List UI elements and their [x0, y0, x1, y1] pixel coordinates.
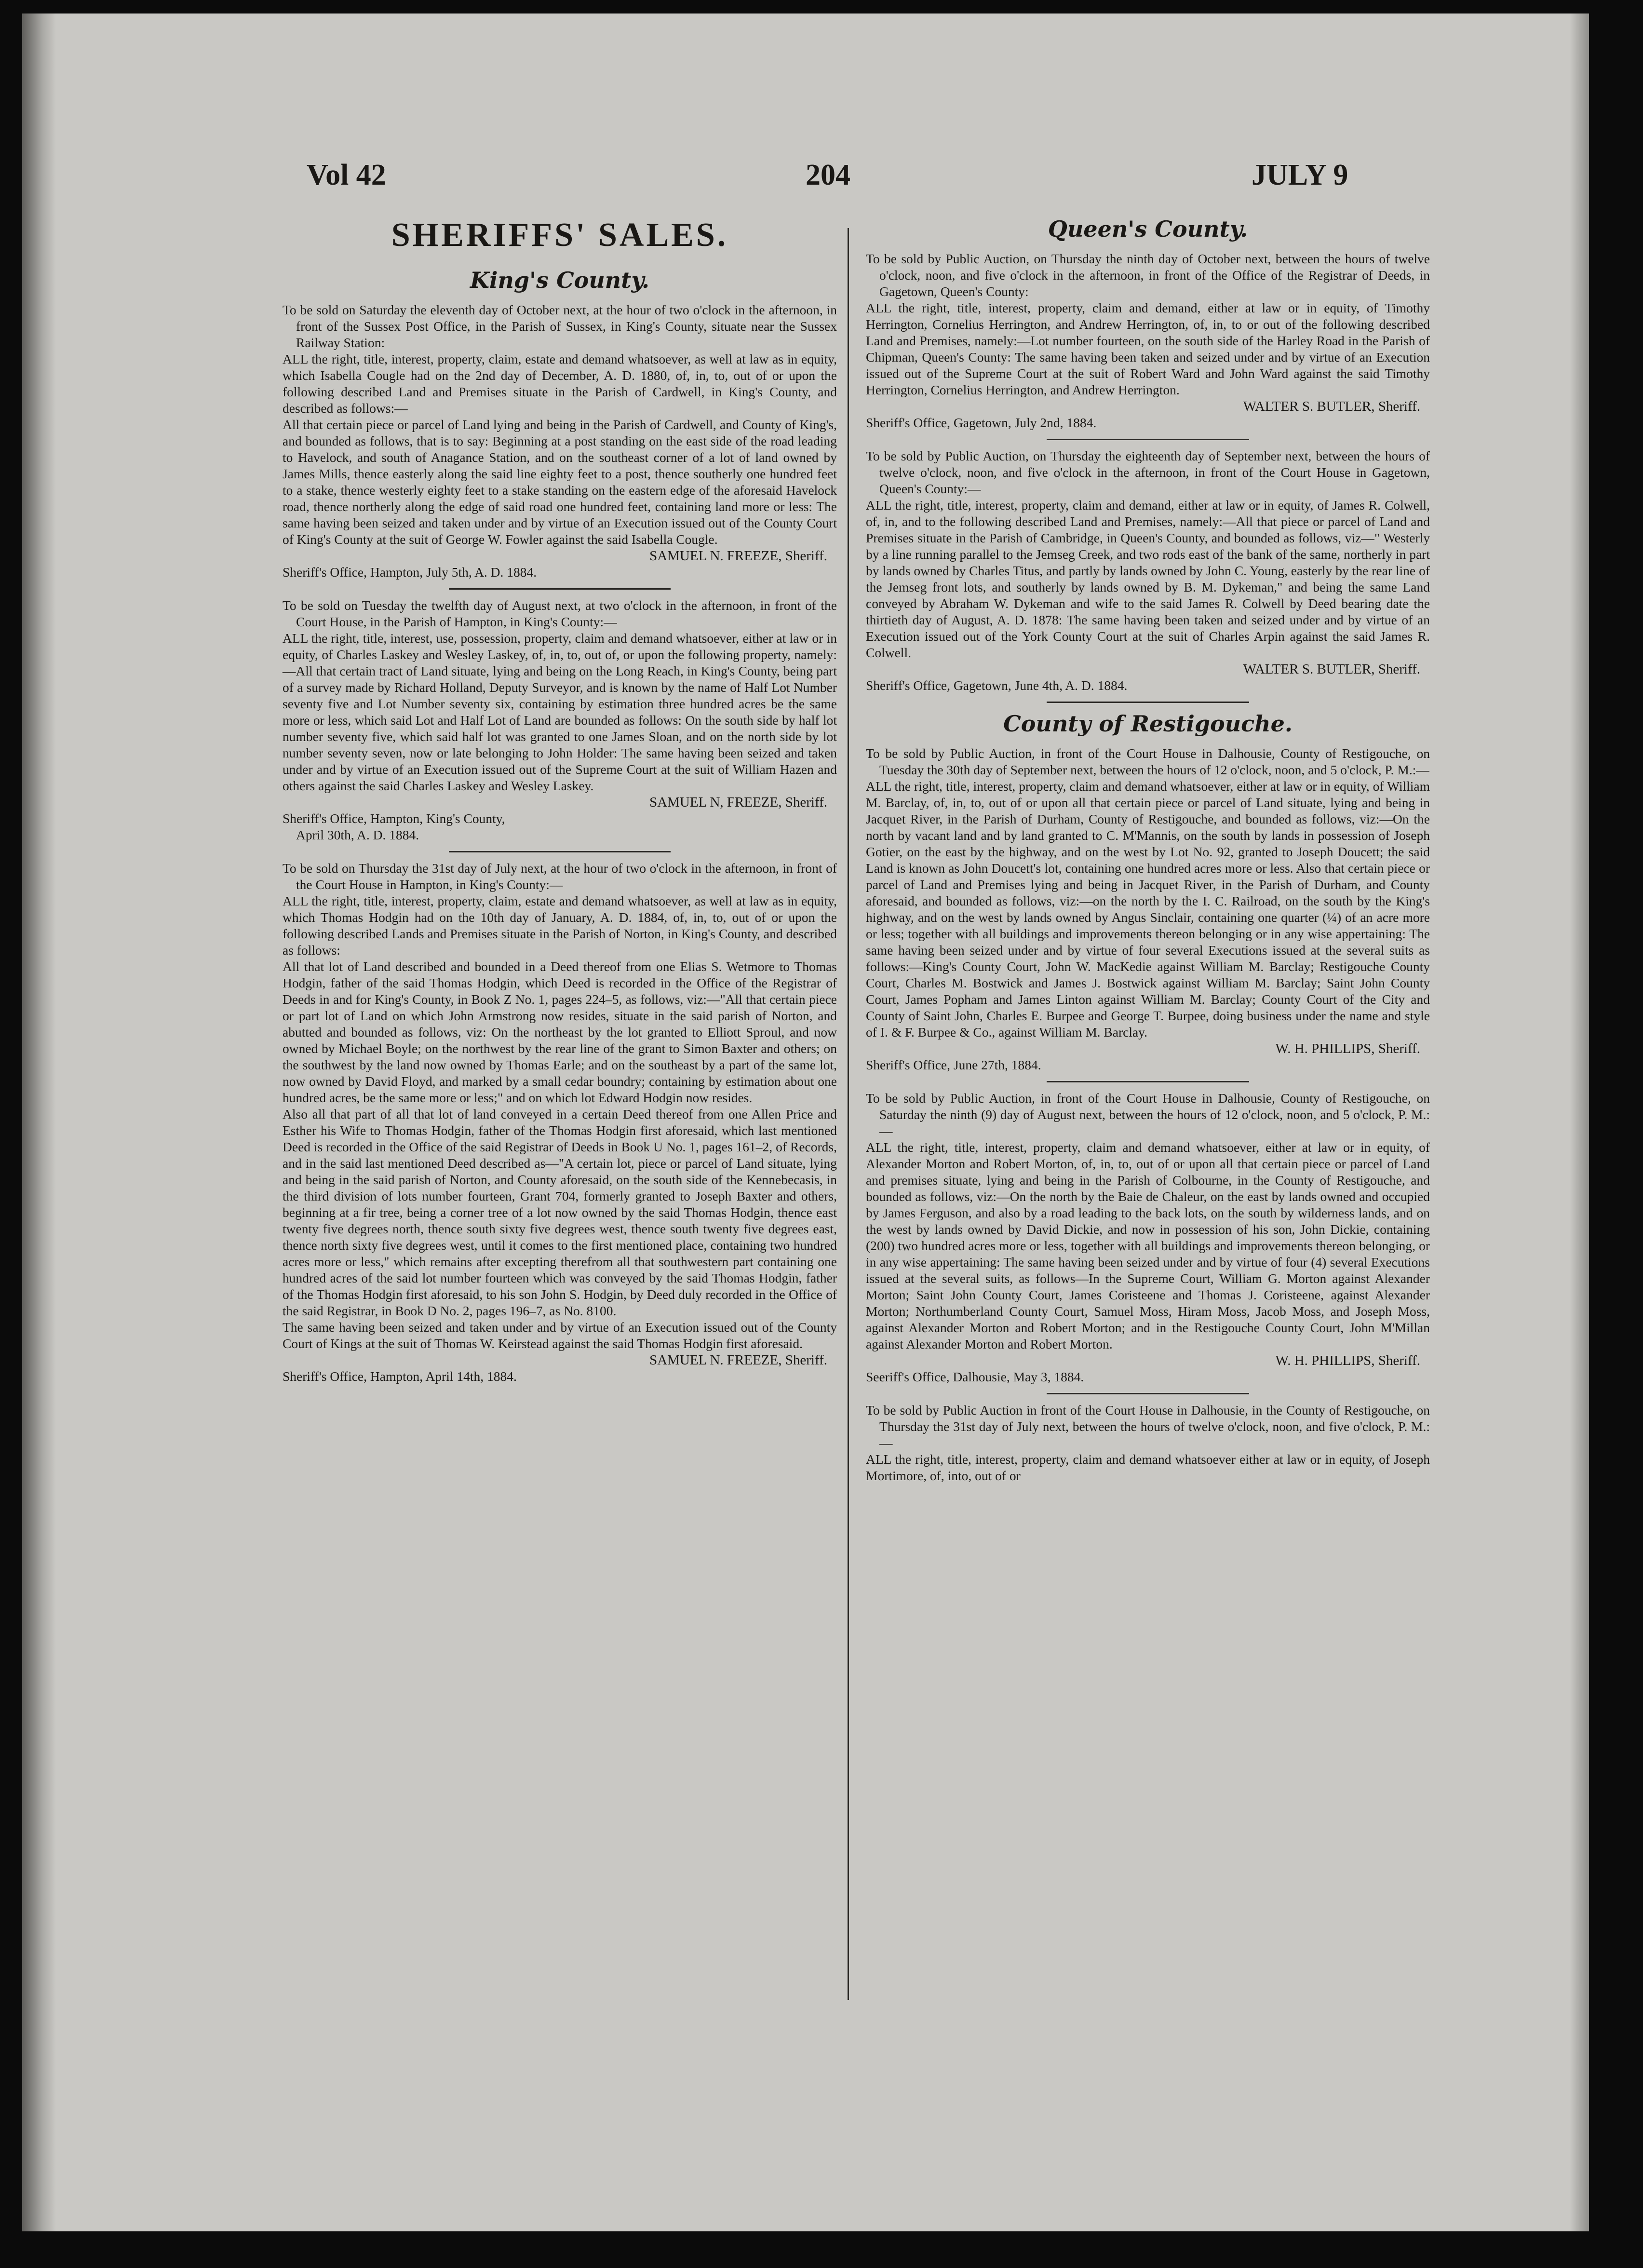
notice-body: ALL the right, title, interest, property, claim and demand, either at law or in equity, of Timothy Herrington, Cornelius Herrington, and Andrew Herrington, of, in, to or out of the following described Land and Premises, namely:—Lot number fourteen, on the south side of the Harley Road in the Parish of Chipman, Queen's County: The same having been taken and seized under and by virtue of an Execution issued out of the Supreme Court at the suit of Robert Ward and John Ward against the said Timothy Herrington, Cornelius Herrington, and Andrew Herrington. — [866, 300, 1430, 397]
county-heading-queens: Queen's County. — [1048, 216, 1248, 242]
notice-intro: To be sold by Public Auction, in front of the Court House in Dalhousie, County of Restigouche, on Tuesday the 30th day of September next, between the hours of 12 o'clock, noon, and 5 o'clock, P. M.:— — [866, 746, 1430, 777]
notice-body: ALL the right, title, interest, property, claim and demand whatsoever, either at law or in equity, of Alexander Morton and Robert Morton, of, in, to, out of or upon all that certain piece or parcel of Land and premises situate, lying and being in the Parish of Colbourne, in the County of Restigouche, and bounded as follows, viz:—On the north by the Baie de Chaleur, on the east by lands owned and occupied by James Ferguson, and also by a road leading to the back lots, on the south by wilderness lands, and on the west by lands owned by David Dickie, and now in possession of his son, John Dickie, containing (200) two hundred acres more or less, together with all buildings and improvements thereon belonging, or in any wise appertaining: The same having been seized under and by virtue of four (4) several Executions issued at the several suits, as follows—In the Supreme Court, William G. Morton against Alexander Morton; Saint John County Court, James Coristeene and Thomas J. Coristeene, against Alexander Morton; Northumberland County Court, Samuel Moss, Hiram Moss, Jacob Moss, and Joseph Moss, against Alexander Morton and Robert Morton; and in the Restigouche County Court, John M'Millan against Alexander Morton and Robert Morton. — [866, 1140, 1430, 1351]
sheriff-signature: W. H. PHILLIPS, Sheriff. — [1275, 1041, 1420, 1056]
notice-body: All that certain piece or parcel of Land lying and being in the Parish of Cardwell, and County of King's, and bounded as follows, that is to say: Beginning at a post standing on the east side of the road leading to Havelock, and south of Anagance Station, and on the southeast corner of a lot of land owned by James Mills, thence easterly along the said line eighty feet to a post, thence southerly one hundred feet to a stake, thence westerly eighty feet to a stake standing on the eastern edge of the aforesaid Havelock road, thence northerly along the edge of said road one hundred feet, containing land more or less: The same having been seized and taken under and by virtue of an Execution issued out of the County Court of King's County at the suit of George W. Fowler against the said Isabella Cougle. — [283, 417, 837, 547]
sheriff-office-date: Sheriff's Office, Hampton, April 14th, 1884. — [283, 1369, 517, 1384]
sheriff-office-date: Sheriff's Office, Gagetown, July 2nd, 1884. — [866, 415, 1097, 430]
notice-intro: To be sold on Saturday the eleventh day of October next, at the hour of two o'clock in the afternoon, in front of the Sussex Post Office, in the Parish of Sussex, in King's County, situate near the Sussex Railway Station: — [283, 302, 837, 350]
sale-notice — [866, 251, 1430, 431]
sheriff-signature: SAMUEL N. FREEZE, Sheriff. — [649, 548, 827, 564]
sheriff-signature: SAMUEL N, FREEZE, Sheriff. — [649, 795, 827, 810]
sheriff-office-date: Sheriff's Office, Gagetown, June 4th, A. D. 1884. — [866, 678, 1128, 693]
notice-body: ALL the right, title, interest, property, claim and demand whatsoever either at law or in equity, of Joseph Mortimore, of, into, out of or — [866, 1452, 1430, 1483]
notice-separator — [1047, 1081, 1249, 1082]
sale-notice — [283, 302, 837, 580]
sheriff-office-date: Sheriff's Office, Hampton, July 5th, A. D. 1884. — [283, 565, 537, 580]
issue-date: JULY 9 — [1252, 159, 1348, 191]
sale-notice — [866, 745, 1430, 1073]
page-edge-shadow — [1570, 14, 1589, 2231]
notice-separator — [449, 851, 671, 852]
sheriff-office-date: Sheriff's Office, Hampton, King's County, — [283, 811, 505, 826]
sale-notice — [866, 1090, 1430, 1385]
notice-intro: To be sold by Public Auction in front of the Court House in Dalhousie, in the County of Restigouche, on Thursday the 31st day of July next, between the hours of twelve o'clock, noon, and five o'clock, P. M.:— — [866, 1403, 1430, 1450]
notice-intro: To be sold by Public Auction, on Thursday the eighteenth day of September next, between the hours of twelve o'clock, noon, and five o'clock in the afternoon, in front of the Court House in Gagetown, Queen's County:— — [866, 448, 1430, 496]
notice-separator — [1047, 702, 1249, 703]
section-title: SHERIFFS' SALES. — [391, 216, 728, 254]
sheriff-signature: W. H. PHILLIPS, Sheriff. — [1275, 1353, 1420, 1368]
notice-body: ALL the right, title, interest, property, claim, estate and demand whatsoever, as well at law as in equity, which Thomas Hodgin had on the 10th day of January, A. D. 1884, of, in, to, out of or upon the following described Lands and Premises situate in the Parish of Norton, in King's County, and described as follows: — [283, 893, 837, 958]
notice-body: ALL the right, title, interest, property, claim, estate and demand whatsoever, as well at law as in equity, which Isabella Cougle had on the 2nd day of December, A. D. 1880, of, in, to, out of or upon the following described Land and Premises situate in the Parish of Cardwell, in King's County, and described as follows:— — [283, 351, 837, 416]
notice-body: All that lot of Land described and bounded in a Deed thereof from one Elias S. Wetmore to Thomas Hodgin, father of the said Thomas Hodgin, which Deed is recorded in the Office of the Registrar of Deeds in and for King's County, in Book Z No. 1, pages 224–5, as follows, viz:—"All that certain piece or part lot of Land on which John Armstrong now resides, situate in the said parish of Norton, and abutted and bounded as follows, viz: On the northeast by the lot granted to Elliott Sproul, and now owned by Michael Boyle; on the northwest by the rear line of the grant to Simon Baxter and others; on the southwest by the land now owned by Thomas Earle; and on the southeast by a part of the same lot, now owned by David Floyd, and marked by a small cedar boundry; containing by estimation about one hundred acres, be the same more or less;" and on which lot Edward Hodgin now resides. — [283, 959, 837, 1105]
page-number: 204 — [806, 159, 850, 191]
sheriff-office-date: April 30th, A. D. 1884. — [296, 827, 419, 842]
left-column — [283, 216, 837, 1389]
page-binding-shadow — [22, 14, 56, 2231]
notice-intro: To be sold by Public Auction, in front of the Court House in Dalhousie, County of Restigouche, on Saturday the ninth (9) day of August next, between the hours of 12 o'clock, noon, and 5 o'clock, P. M.:— — [866, 1091, 1430, 1138]
notice-body: Also all that part of all that lot of land conveyed in a certain Deed thereof from one Allen Price and Esther his Wife to Thomas Hodgin, father of the Thomas Hodgin first aforesaid, which last mentioned Deed is recorded in the Office of the said Registrar of Deeds in Book U No. 1, pages 161–2, of Records, and in the said last mentioned Deed described as—"A certain lot, piece or parcel of Land situate, lying and being in the said parish of Norton, and County aforesaid, on the south side of the Kennebecasis, in the third division of lots number fourteen, Grant 704, formerly granted to Joseph Baxter and others, beginning at a fir tree, being a corner tree of a lot now owned by the said Thomas Hodgin, thence east twenty five degrees north, thence south sixty five degrees west, thence south twenty five degrees east, thence north sixty five degrees west, until it comes to the first mentioned place, containing two hundred acres more or less," which remains after excepting therefrom all that southwestern part containing one hundred acres of the said lot number fourteen which was conveyed by the said Thomas Hodgin, father of the Thomas Hodgin first aforesaid, to his son John S. Hodgin, by Deed duly recorded in the Office of the said Registrar, in Book D No. 2, pages 196–7, as No. 8100. — [283, 1107, 837, 1318]
sale-notice — [866, 1402, 1430, 1484]
sheriff-office-date: Sheriff's Office, June 27th, 1884. — [866, 1057, 1041, 1072]
notice-body: ALL the right, title, interest, use, possession, property, claim and demand whatsoever, either at law or in equity, of Charles Laskey and Wesley Laskey, of, in, to, out of, or upon the following property, namely:—All that certain tract of Land situate, lying and being on the Long Reach, in King's County, being part of a survey made by Richard Holland, Deputy Surveyor, and is known by the name of Half Lot Number seventy five and Lot Number seventy six, containing by estimation three hundred acres be the same more or less, which said Lot and Half Lot of Land are bounded as follows: On the south side by half lot number seventy five, which said half lot was granted to one James Sloan, and on the north side by lot number seventy seven, now or late belonging to John Holder: The same having been seized and taken under and by virtue of an Execution issued out of the Supreme Court at the suit of William Hazen and others against the said Charles Laskey and Wesley Laskey. — [283, 631, 837, 793]
column-divider — [848, 228, 849, 2000]
sheriff-office-date: Seeriff's Office, Dalhousie, May 3, 1884. — [866, 1369, 1084, 1384]
notice-body: ALL the right, title, interest, property, claim and demand whatsoever, either at law or in equity, of William M. Barclay, of, in, to, out of or upon all that certain piece or parcel of Land situate, lying and being in Jacquet River, in the Parish of Durham, County of Restigouche, and bounded as follows, viz:—On the north by vacant land and by land granted to C. M'Mannis, on the south by lands in possession of Joseph Gotier, on the east by the highway, and on the west by Lot No. 92, granted to Joseph Doucett; the said Land is known as John Doucett's lot, containing one hundred acres more or less. Also that certain piece or parcel of Land and Premises lying and being in Jacquet River, in the Parish of Durham, and County aforesaid, and bounded as follows, viz:—on the north by the I. C. Railroad, on the south by the King's highway, and on the west by lands owned by Angus Sinclair, containing one quarter (¼) of an acre more or less; together with all buildings and improvements thereon belonging or in any wise appertaining: The same having been seized under and by virtue of four several Executions issued at the several suits as follows:—King's County Court, John W. MacKedie against William M. Barclay; Restigouche County Court, Charles M. Bostwick and James J. Bostwick against William M. Barclay; Saint John County Court, James Popham and James Linton against William M. Barclay; County Court of the City and County of Saint John, Charles E. Burpee and George T. Burpee, doing business under the name and style of I. & F. Burpee & Co., against William M. Barclay. — [866, 779, 1430, 1040]
sheriff-signature: SAMUEL N. FREEZE, Sheriff. — [649, 1352, 827, 1368]
notice-separator — [1047, 439, 1249, 440]
volume-number: Vol 42 — [307, 159, 386, 191]
county-heading-kings: King's County. — [470, 267, 649, 293]
newspaper-page — [22, 14, 1589, 2231]
sale-notice — [283, 597, 837, 843]
right-column — [866, 216, 1430, 1488]
sheriff-signature: WALTER S. BUTLER, Sheriff. — [1243, 662, 1420, 677]
notice-intro: To be sold by Public Auction, on Thursday the ninth day of October next, between the hours of twelve o'clock, noon, and five o'clock in the afternoon, in front of the Office of the Registrar of Deeds, in Gagetown, Queen's County: — [866, 251, 1430, 299]
notice-separator — [449, 588, 671, 590]
notice-body: ALL the right, title, interest, property, claim and demand, either at law or in equity, of James R. Colwell, of, in, and to the following described Land and Premises, namely:—All that piece or parcel of Land and Premises situate in the Parish of Cambridge, in Queen's County, and bounded as follows, viz—" Westerly by a line running parallel to the Jemseg Creek, and two rods east of the bank of the same, northerly in part by lands owned by Charles Titus, and partly by lands owned by John C. Young, easterly by the rear line of the Jemseg front lots, and southerly by lands owned by B. M. Dykeman," and being the same Land conveyed by Abraham W. Dykeman and wife to the said James R. Colwell by Deed bearing date the thirtieth day of August, A. D. 1878: The same having been taken and seized under and by virtue of an Execution issued out of the York County Court at the suit of Charles Arpin against the said James R. Colwell. — [866, 498, 1430, 660]
notice-body: The same having been seized and taken under and by virtue of an Execution issued out of the County Court of Kings at the suit of Thomas W. Keirstead against the said Thomas Hodgin first aforesaid. — [283, 1320, 837, 1351]
sale-notice — [283, 860, 837, 1385]
notice-intro: To be sold on Tuesday the twelfth day of August next, at two o'clock in the afternoon, in front of the Court House, in the Parish of Hampton, in King's County:— — [283, 598, 837, 629]
sheriff-signature: WALTER S. BUTLER, Sheriff. — [1243, 399, 1420, 414]
notice-separator — [1047, 1393, 1249, 1394]
county-heading-restigouche: County of Restigouche. — [1003, 711, 1293, 737]
sale-notice — [866, 448, 1430, 694]
notice-intro: To be sold on Thursday the 31st day of July next, at the hour of two o'clock in the afternoon, in front of the Court House in Hampton, in King's County:— — [283, 861, 837, 892]
